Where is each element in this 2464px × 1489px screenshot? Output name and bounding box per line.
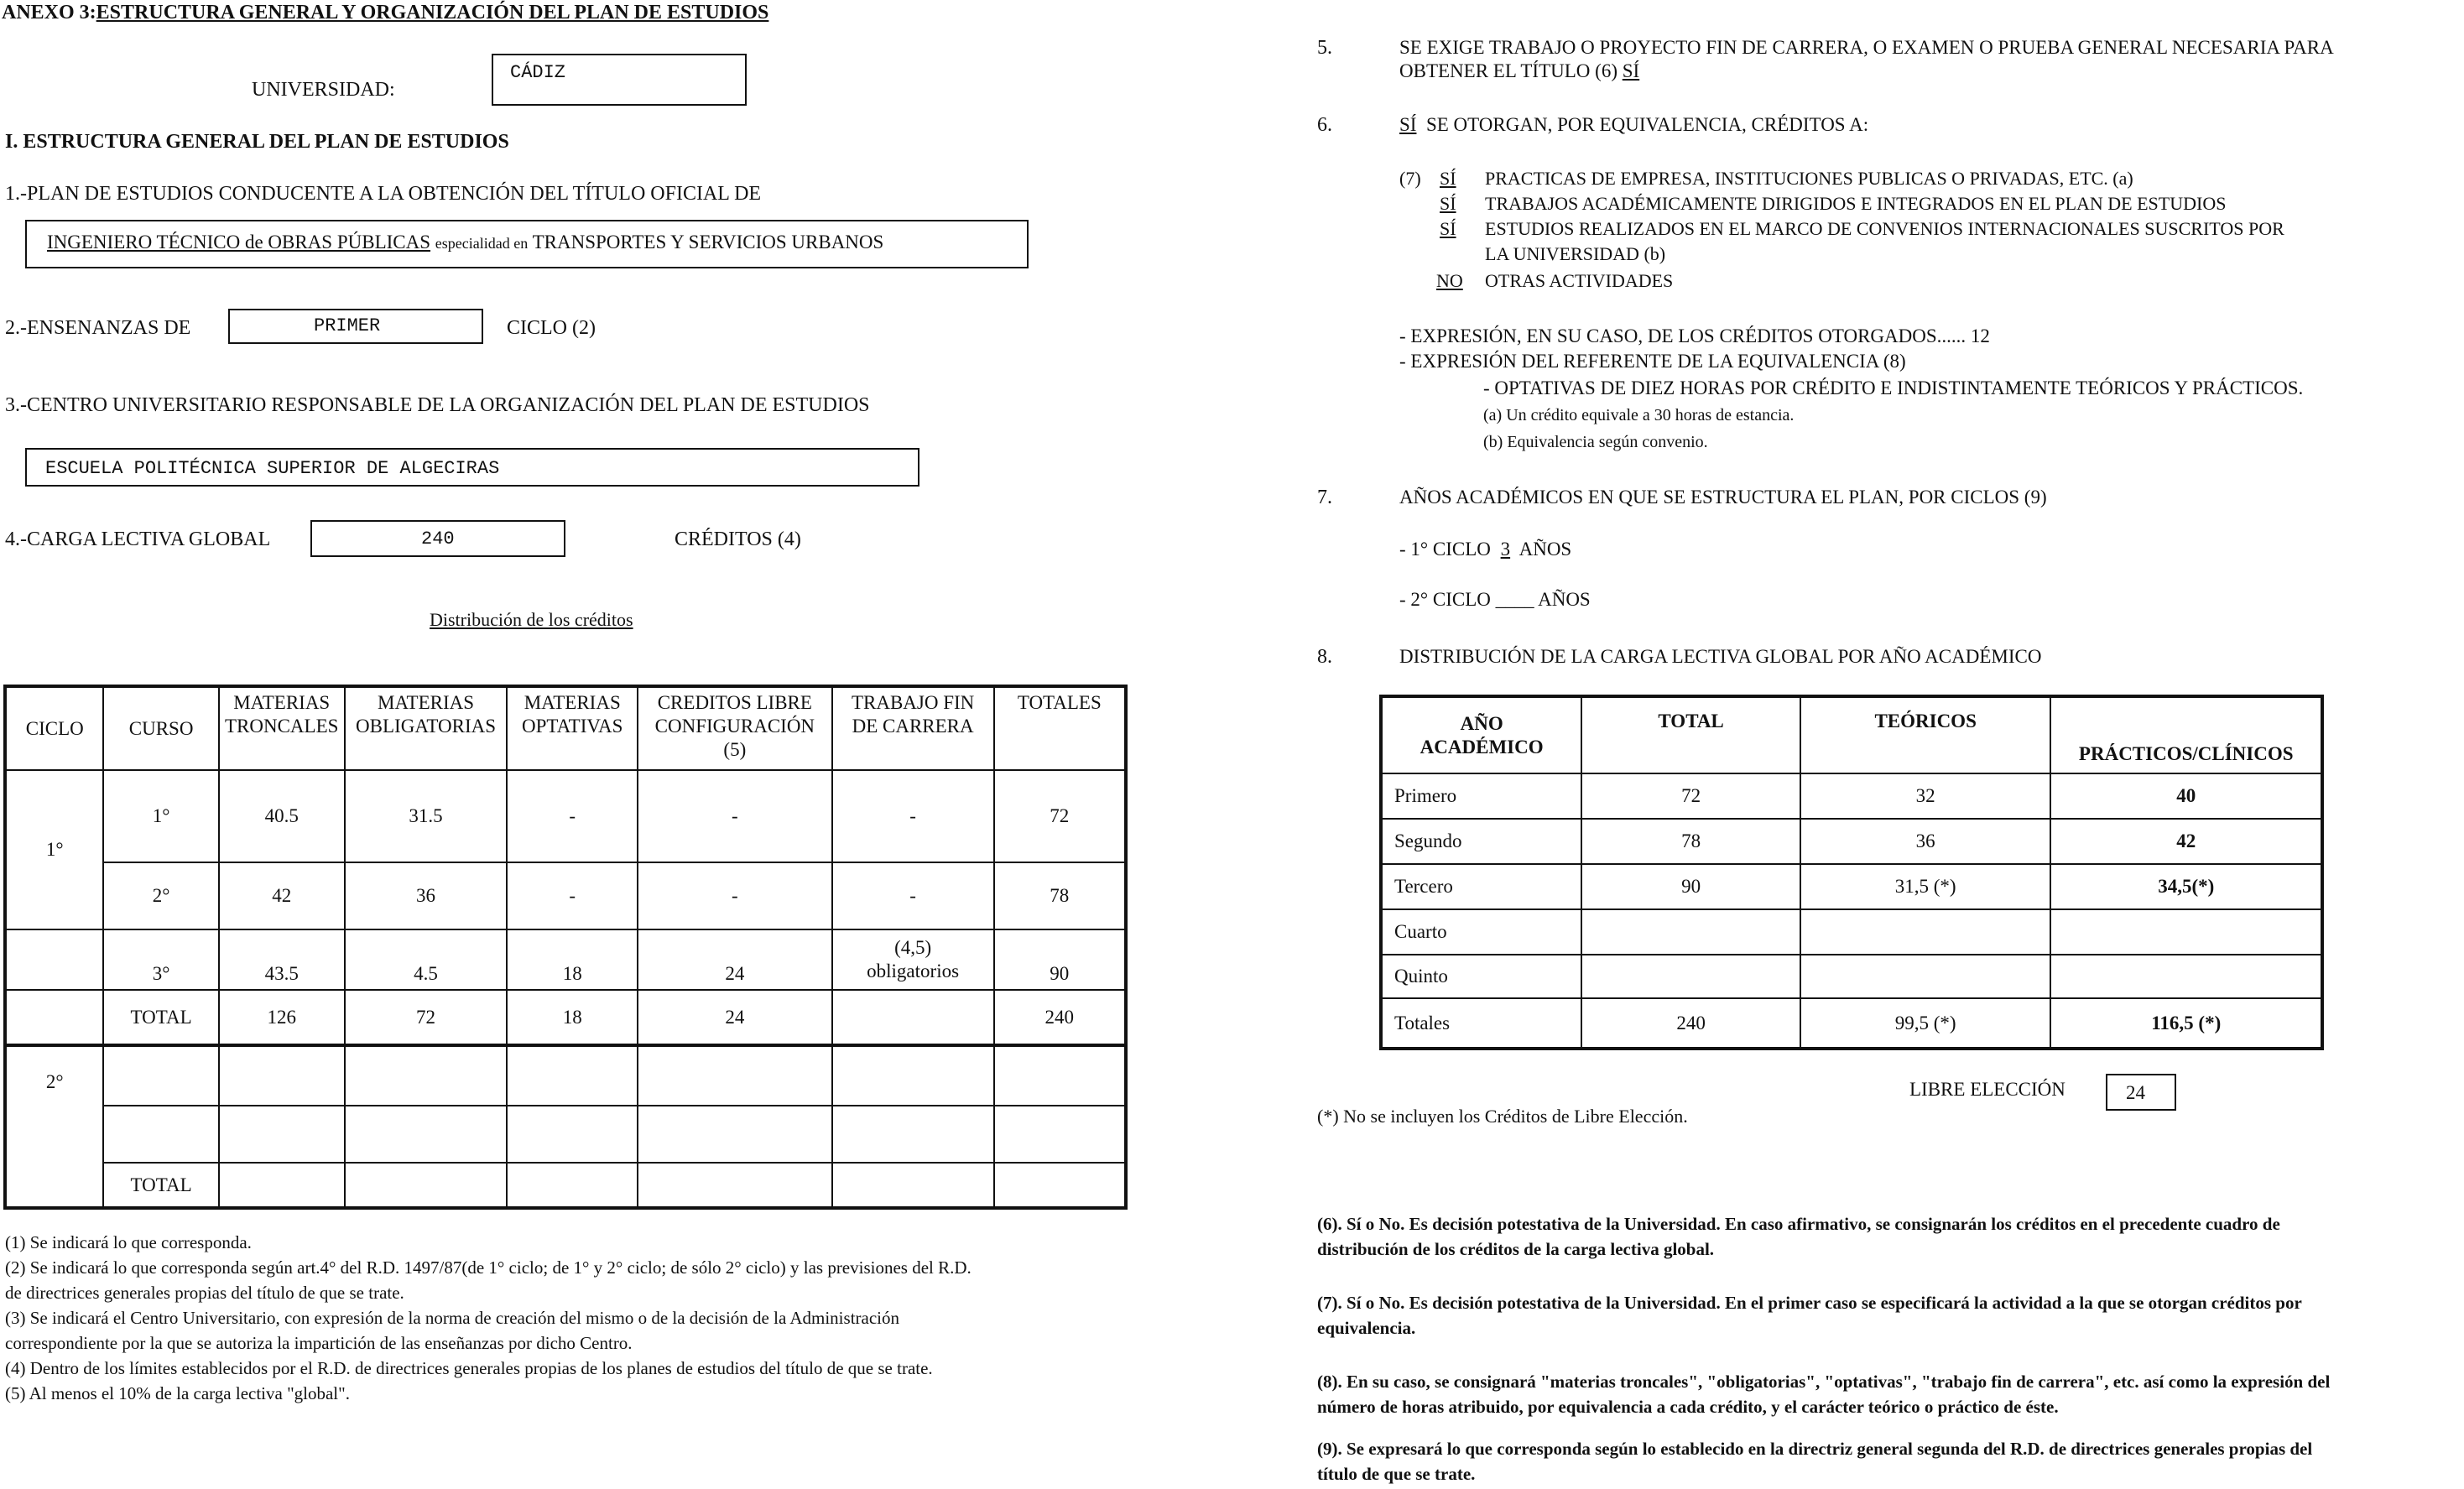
footnote-left-3: de directrices generales propias del título de que se trate. (5, 1283, 404, 1303)
expresion-optativas: - OPTATIVAS DE DIEZ HORAS POR CRÉDITO E INDISTINTAMENTE TEÓRICOS Y PRÁCTICOS. (1483, 377, 2304, 398)
note-a: (a) Un crédito equivale a 30 horas de estancia. (1483, 406, 1795, 424)
option-text: OTRAS ACTIVIDADES (1485, 270, 1674, 291)
cell-empty (832, 1163, 994, 1208)
col-header-libre (638, 686, 832, 770)
item5-line2 (1399, 60, 1639, 82)
col-header-obligatorias-line2: OBLIGATORIAS (356, 716, 497, 737)
option-text: PRACTICAS DE EMPRESA, INSTITUCIONES PUBLICAS O PRIVADAS, ETC. (a) (1485, 168, 2133, 189)
annex-prefix: ANEXO 3: (2, 2, 96, 23)
cell-empty (219, 1106, 345, 1163)
item6-text: SE OTORGAN, POR EQUIVALENCIA, CRÉDITOS A: (1425, 114, 1869, 135)
cell-teoricos (1800, 955, 2051, 998)
col-header-practicos: PRÁCTICOS/CLÍNICOS (2050, 696, 2322, 773)
col-header-ciclo: CICLO (5, 686, 103, 770)
cell-teoricos: 31,5 (*) (1800, 864, 2051, 909)
ciclo-1-continuation (5, 929, 103, 990)
item6-heading (1399, 114, 1868, 136)
cell-empty (103, 1045, 218, 1106)
ciclo1-label: - 1° CICLO (1399, 539, 1491, 560)
col-header-totales: TOTALES (994, 686, 1126, 770)
col-header-obligatorias-line1: MATERIAS (378, 692, 475, 713)
cell-anio: Primero (1381, 773, 1581, 819)
cell-trabajo: - (832, 862, 994, 929)
cell-anio: Cuarto (1381, 909, 1581, 955)
cell-practicos: 116,5 (*) (2050, 998, 2322, 1049)
item2-suffix: CICLO (2) (507, 317, 596, 339)
col-header-anio-line1: AÑO (1460, 712, 1503, 734)
item6-prefix: (7) (1399, 168, 1421, 189)
footnote-left-7: (5) Al menos el 10% de la carga lectiva "global". (5, 1383, 350, 1403)
item2-label: 2.-ENSENANZAS DE (5, 317, 191, 339)
ciclo2-blank: ____ (1495, 589, 1534, 610)
col-header-troncales-line1: MATERIAS (233, 692, 331, 713)
cell-empty (507, 1106, 638, 1163)
cell-empty (103, 1106, 218, 1163)
cell-totales: 240 (994, 990, 1126, 1045)
expresion-referente: - EXPRESIÓN DEL REFERENTE DE LA EQUIVALENCIA (8) (1399, 351, 1906, 372)
cell-empty (507, 1163, 638, 1208)
footnote-right-8b: número de horas atribuido, por equivalencia a cada crédito, y el carácter teórico o práctico de éste. (1317, 1397, 2059, 1417)
table-row (1381, 955, 2322, 998)
cell-trabajo-line1: (4,5) (894, 937, 932, 958)
cell-anio: Totales (1381, 998, 1581, 1049)
footnote-left-1: (1) Se indicará lo que corresponda. (5, 1232, 252, 1252)
item3-label: 3.-CENTRO UNIVERSITARIO RESPONSABLE DE LA ORGANIZACIÓN DEL PLAN DE ESTUDIOS (5, 394, 870, 416)
footnote-left-5: correspondiente por la que se autoriza la impartición de las enseñanzas por dicho Centro. (5, 1333, 633, 1353)
col-header-optativas (507, 686, 638, 770)
col-header-teoricos: TEÓRICOS (1800, 696, 2051, 773)
item1-value-link: especialidad en (435, 235, 529, 252)
option-text: TRABAJOS ACADÉMICAMENTE DIRIGIDOS E INTEGRADOS EN EL PLAN DE ESTUDIOS (1485, 193, 2227, 214)
col-header-trabajo (832, 686, 994, 770)
item4-label: 4.-CARGA LECTIVA GLOBAL (5, 528, 271, 550)
item4-value: 240 (421, 528, 455, 549)
col-header-obligatorias (345, 686, 508, 770)
item1-value-degree: INGENIERO TÉCNICO de OBRAS PÚBLICAS (47, 232, 431, 253)
item5-answer: SÍ (1622, 60, 1640, 81)
cell-obligatorias: 72 (345, 990, 508, 1045)
cell-empty (345, 1045, 508, 1106)
ciclo-1-cell: 1° (5, 770, 103, 929)
ciclo-1-continuation (5, 990, 103, 1045)
item1-value (47, 232, 883, 253)
table-row (5, 990, 1126, 1045)
col-header-optativas-line1: MATERIAS (524, 692, 621, 713)
universidad-field (492, 54, 747, 106)
libre-eleccion-label: LIBRE ELECCIÓN (1909, 1079, 2065, 1100)
item2-value: PRIMER (314, 315, 381, 336)
footnote-left-4: (3) Se indicará el Centro Universitario, con expresión de la norma de creación del mismo o de la decisión de la Administración (5, 1308, 899, 1328)
col-header-libre-line3: (5) (723, 739, 747, 760)
item1-label: 1.-PLAN DE ESTUDIOS CONDUCENTE A LA OBTENCIÓN DEL TÍTULO OFICIAL DE (5, 183, 762, 205)
ciclo2-suffix: AÑOS (1538, 589, 1591, 610)
ciclo-2-cell: 2° (5, 1045, 103, 1208)
option-text: ESTUDIOS REALIZADOS EN EL MARCO DE CONVENIOS INTERNACIONALES SUSCRITOS POR (1485, 218, 2284, 239)
cell-empty (345, 1163, 508, 1208)
table-row (1381, 864, 2322, 909)
cell-trabajo (832, 929, 994, 990)
item2-field (228, 309, 483, 344)
option-mark: SÍ (1440, 218, 1456, 239)
universidad-value: CÁDIZ (510, 62, 566, 83)
col-header-optativas-line2: OPTATIVAS (522, 716, 623, 737)
cell-practicos: 34,5(*) (2050, 864, 2322, 909)
cell-total: 72 (1581, 773, 1800, 819)
annex-title (2, 2, 768, 24)
cell-empty (994, 1045, 1126, 1106)
cell-practicos (2050, 909, 2322, 955)
table-row (5, 1045, 1126, 1106)
footnote-right-6b: distribución de los créditos de la carga lectiva global. (1317, 1239, 1715, 1259)
cell-empty (507, 1045, 638, 1106)
cell-empty (219, 1045, 345, 1106)
item8-number: 8. (1317, 646, 1332, 668)
footnote-right-7b: equivalencia. (1317, 1318, 1416, 1338)
cell-anio: Segundo (1381, 819, 1581, 864)
cell-empty (638, 1045, 832, 1106)
item1-value-specialty: TRANSPORTES Y SERVICIOS URBANOS (532, 232, 884, 253)
cell-totales: 90 (994, 929, 1126, 990)
cell-teoricos: 32 (1800, 773, 2051, 819)
item5-number: 5. (1317, 37, 1332, 59)
ciclo2-label: - 2° CICLO (1399, 589, 1491, 610)
cell-teoricos: 36 (1800, 819, 2051, 864)
table-row (1381, 819, 2322, 864)
cell-optativas: 18 (507, 929, 638, 990)
col-header-libre-line2: CONFIGURACIÓN (654, 716, 815, 737)
cell-anio: Tercero (1381, 864, 1581, 909)
footnote-left-2: (2) Se indicará lo que corresponda según art.4° del R.D. 1497/87(de 1° ciclo; de 1° y 2° ciclo; de sólo 2° ciclo) y las previsiones del R.D. (5, 1257, 972, 1278)
expresion-creditos: - EXPRESIÓN, EN SU CASO, DE LOS CRÉDITOS OTORGADOS...... 12 (1399, 325, 1990, 346)
ciclo1-years (1399, 539, 1571, 560)
item5-line1: SE EXIGE TRABAJO O PROYECTO FIN DE CARRERA, O EXAMEN O PRUEBA GENERAL NECESARIA PARA (1399, 37, 2334, 58)
year-load-table (1379, 695, 2324, 1050)
cell-curso: 2° (103, 862, 218, 929)
cell-curso: 1° (103, 770, 218, 862)
cell-anio: Quinto (1381, 955, 1581, 998)
cell-troncales: 42 (219, 862, 345, 929)
cell-empty (345, 1106, 508, 1163)
cell-obligatorias: 36 (345, 862, 508, 929)
cell-total: 90 (1581, 864, 1800, 909)
col-header-troncales (219, 686, 345, 770)
cell-optativas: - (507, 770, 638, 862)
col-header-libre-line1: CREDITOS LIBRE (657, 692, 812, 713)
cell-obligatorias: 4.5 (345, 929, 508, 990)
footnote-right-6a: (6). Sí o No. Es decisión potestativa de la Universidad. En caso afirmativo, se consignarán los créditos en el precedente cuadro de (1317, 1214, 2280, 1234)
cell-practicos: 40 (2050, 773, 2322, 819)
col-header-anio (1381, 696, 1581, 773)
item4-suffix: CRÉDITOS (4) (675, 528, 801, 550)
cell-empty (832, 1106, 994, 1163)
section-title: I. ESTRUCTURA GENERAL DEL PLAN DE ESTUDIOS (5, 131, 509, 153)
cell-curso: TOTAL (103, 990, 218, 1045)
cell-troncales: 43.5 (219, 929, 345, 990)
item6-answer: SÍ (1399, 114, 1417, 135)
option-text: LA UNIVERSIDAD (b) (1485, 243, 1666, 264)
cell-libre: 24 (638, 990, 832, 1045)
table-row (1381, 998, 2322, 1049)
cell-optativas: - (507, 862, 638, 929)
option-mark: NO (1436, 270, 1463, 291)
cell-trabajo-line2: obligatorios (867, 961, 960, 981)
cell-total (1581, 955, 1800, 998)
cell-trabajo (832, 990, 994, 1045)
table-row (5, 1163, 1126, 1208)
cell-total (1581, 909, 1800, 955)
item1-field (25, 220, 1029, 268)
footnote-right-9b: título de que se trate. (1317, 1464, 1476, 1484)
item7-number: 7. (1317, 487, 1332, 508)
cell-total: 240 (1581, 998, 1800, 1049)
table-row (5, 929, 1126, 990)
cell-trabajo: - (832, 770, 994, 862)
footnote-left-6: (4) Dentro de los límites establecidos por el R.D. de directrices generales propias de los planes de estudios del título de que se trate. (5, 1358, 933, 1378)
cell-libre: 24 (638, 929, 832, 990)
cell-total: 78 (1581, 819, 1800, 864)
universidad-label: UNIVERSIDAD: (252, 79, 395, 101)
cell-troncales: 126 (219, 990, 345, 1045)
cell-empty (994, 1106, 1126, 1163)
cell-practicos (2050, 955, 2322, 998)
col-header-anio-line2: ACADÉMICO (1420, 736, 1544, 758)
item6-number: 6. (1317, 114, 1332, 136)
ciclo1-value: 3 (1500, 539, 1511, 560)
option-mark: SÍ (1440, 168, 1456, 189)
cell-optativas: 18 (507, 990, 638, 1045)
item7-text: AÑOS ACADÉMICOS EN QUE SE ESTRUCTURA EL PLAN, POR CICLOS (9) (1399, 487, 2047, 508)
table-row (5, 770, 1126, 862)
cell-obligatorias: 31.5 (345, 770, 508, 862)
cell-libre: - (638, 770, 832, 862)
cell-empty (832, 1045, 994, 1106)
libre-eleccion-value: 24 (2126, 1082, 2145, 1103)
cell-empty (219, 1163, 345, 1208)
cell-teoricos (1800, 909, 2051, 955)
table-row (5, 1106, 1126, 1163)
cell-curso: TOTAL (103, 1163, 218, 1208)
col-header-curso: CURSO (103, 686, 218, 770)
cell-teoricos: 99,5 (*) (1800, 998, 2051, 1049)
table-row (1381, 773, 2322, 819)
ciclo2-years (1399, 589, 1591, 611)
annex-title-text: ESTRUCTURA GENERAL Y ORGANIZACIÓN DEL PLAN DE ESTUDIOS (96, 2, 769, 23)
footnote-right-8a: (8). En su caso, se consignará "materias troncales", "obligatorias", "optativas", "trabajo fin de carrera", etc. así como la expresión del (1317, 1372, 2331, 1392)
cell-curso: 3° (103, 929, 218, 990)
col-header-total: TOTAL (1581, 696, 1800, 773)
col-header-trabajo-line2: DE CARRERA (852, 716, 974, 737)
note-b: (b) Equivalencia según convenio. (1483, 433, 1708, 451)
col-header-trabajo-line1: TRABAJO FIN (851, 692, 975, 713)
cell-empty (994, 1163, 1126, 1208)
option-mark: SÍ (1440, 193, 1456, 214)
libre-eleccion-note: (*) No se incluyen los Créditos de Libre Elección. (1317, 1106, 1688, 1127)
cell-practicos: 42 (2050, 819, 2322, 864)
cell-totales: 72 (994, 770, 1126, 862)
cell-empty (638, 1106, 832, 1163)
cell-libre: - (638, 862, 832, 929)
item4-field (310, 520, 565, 557)
distribution-caption: Distribución de los créditos (430, 609, 633, 630)
credits-table (3, 685, 1128, 1210)
table-row (5, 862, 1126, 929)
cell-troncales: 40.5 (219, 770, 345, 862)
item3-value: ESCUELA POLITÉCNICA SUPERIOR DE ALGECIRAS (45, 458, 500, 479)
col-header-troncales-line2: TRONCALES (224, 716, 339, 737)
cell-empty (638, 1163, 832, 1208)
cell-totales: 78 (994, 862, 1126, 929)
ciclo1-suffix: AÑOS (1519, 539, 1572, 560)
libre-eleccion-field (2106, 1074, 2176, 1111)
footnote-right-7a: (7). Sí o No. Es decisión potestativa de la Universidad. En el primer caso se especificará la actividad a la que se otorgan créditos por (1317, 1293, 2302, 1313)
item3-field (25, 448, 919, 487)
item5-line2-text: OBTENER EL TÍTULO (6) (1399, 60, 1617, 81)
item8-text: DISTRIBUCIÓN DE LA CARGA LECTIVA GLOBAL POR AÑO ACADÉMICO (1399, 646, 2042, 667)
table-row (1381, 909, 2322, 955)
footnote-right-9a: (9). Se expresará lo que corresponda según lo establecido en la directriz general segunda del R.D. de directrices generales propias del (1317, 1439, 2313, 1459)
